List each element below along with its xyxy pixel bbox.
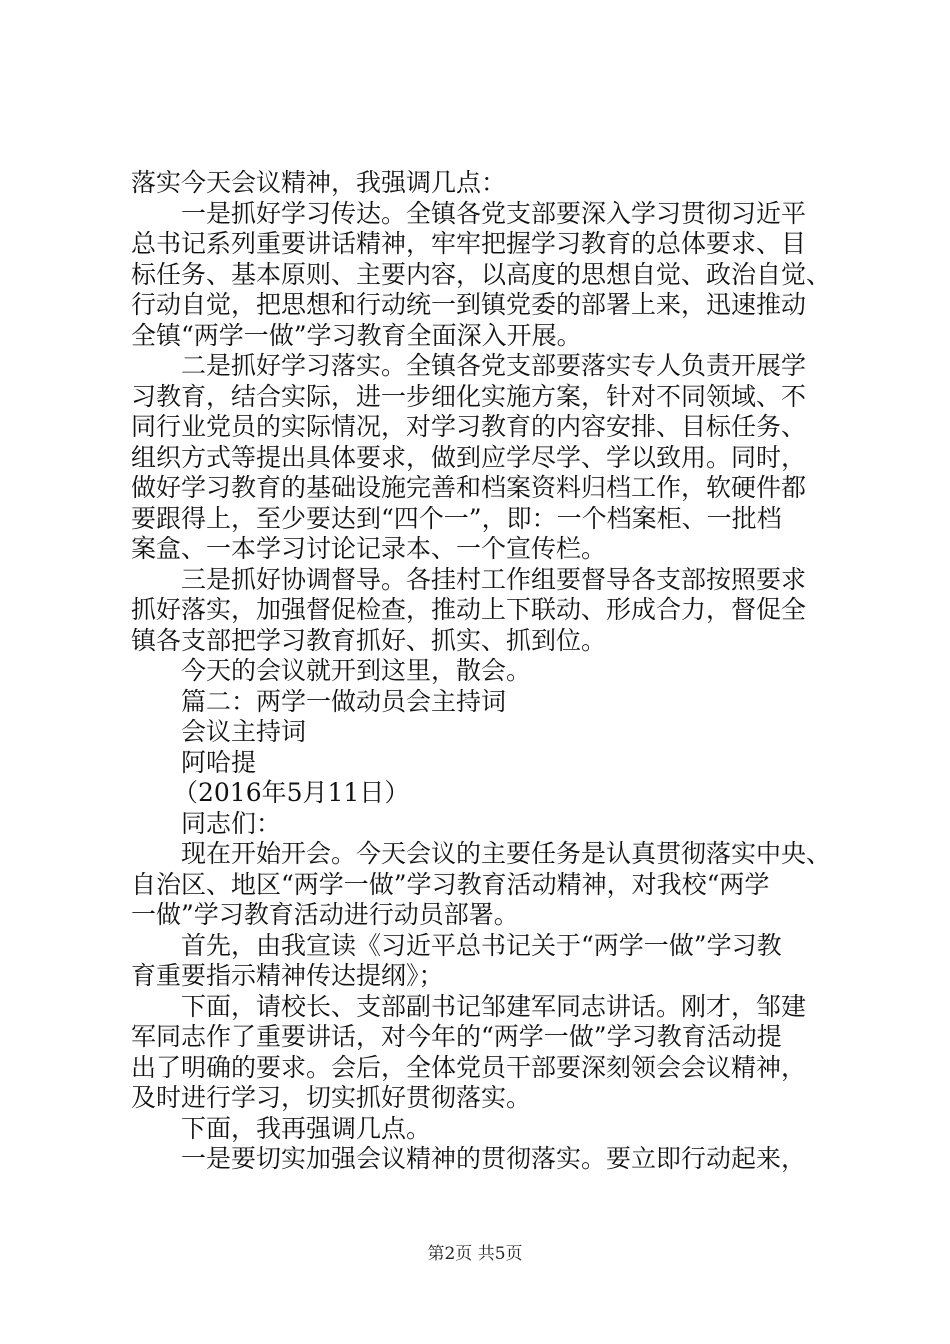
text-line: 下面，我再强调几点。 <box>181 1113 432 1143</box>
text-line: 自治区、地区“两学一做”学习教育活动精神，对我校“两学 <box>131 869 770 899</box>
document-title: 会议主持词 <box>181 717 307 746</box>
text-line: 案盒、一本学习讨论记录本、一个宣传栏。 <box>131 534 607 563</box>
text-line: 行动自觉，把思想和行动统一到镇党委的部署上来，迅速推动 <box>131 290 807 319</box>
text-line: 军同志作了重要讲话，对今年的“两学一做”学习教育活动提 <box>131 1022 782 1051</box>
text-line: 落实今天会议精神，我强调几点： <box>131 168 507 197</box>
text-line: 一做”学习教育活动进行动员部署。 <box>131 900 519 929</box>
author-name: 阿哈提 <box>181 747 257 777</box>
text-line: 下面，请校长、支部副书记邹建军同志讲话。刚才，邹建 <box>181 991 807 1021</box>
salutation: 同志们： <box>181 808 282 838</box>
text-line: 做好学习教育的基础设施完善和档案资料归档工作，软硬件都 <box>131 473 807 502</box>
text-line: 同行业党员的实际情况，对学习教育的内容安排、目标任务、 <box>131 412 807 441</box>
text-line: 镇各支部把学习教育抓好、抓实、抓到位。 <box>131 625 607 655</box>
text-line: 今天的会议就开到这里，散会。 <box>181 656 532 685</box>
text-line: 总书记系列重要讲话精神，牢牢把握学习教育的总体要求、目 <box>131 229 807 258</box>
text-line: 三是抓好协调督导。各挂村工作组要督导各支部按照要求 <box>181 564 807 594</box>
text-line: 习教育，结合实际，进一步细化实施方案，针对不同领域、不 <box>131 381 807 411</box>
text-line: 一是抓好学习传达。全镇各党支部要深入学习贯彻习近平 <box>181 198 807 228</box>
text-line: 标任务、基本原则、主要内容，以高度的思想自觉、政治自觉、 <box>131 259 832 289</box>
text-line: 现在开始开会。今天会议的主要任务是认真贯彻落实中央、 <box>181 839 832 868</box>
section-heading: 篇二：两学一做动员会主持词 <box>181 686 507 716</box>
text-line: 二是抓好学习落实。全镇各党支部要落实专人负责开展学 <box>181 351 807 380</box>
page-number-label: 第2页 共5页 <box>427 1244 523 1264</box>
text-line: 一是要切实加强会议精神的贯彻落实。要立即行动起来， <box>181 1144 807 1173</box>
text-line: 育重要指示精神传达提纲》； <box>131 961 444 990</box>
text-line: 出了明确的要求。会后，全体党员干部要深刻领会会议精神， <box>131 1052 807 1082</box>
text-line: 及时进行学习，切实抓好贯彻落实。 <box>131 1083 532 1112</box>
document-date: （2016年5月11日） <box>173 778 410 807</box>
text-line: 抓好落实，加强督促检查，推动上下联动、形成合力，督促全 <box>131 595 807 624</box>
text-line: 首先，由我宣读《习近平总书记关于“两学一做”学习教 <box>181 930 782 960</box>
text-line: 要跟得上，至少要达到“四个一”，即：一个档案柜、一批档 <box>131 503 782 533</box>
text-line: 组织方式等提出具体要求，做到应学尽学、学以致用。同时， <box>131 442 807 472</box>
text-line: 全镇“两学一做”学习教育全面深入开展。 <box>131 320 582 350</box>
document-body <box>131 168 831 1175</box>
page-footer <box>0 1244 950 1264</box>
